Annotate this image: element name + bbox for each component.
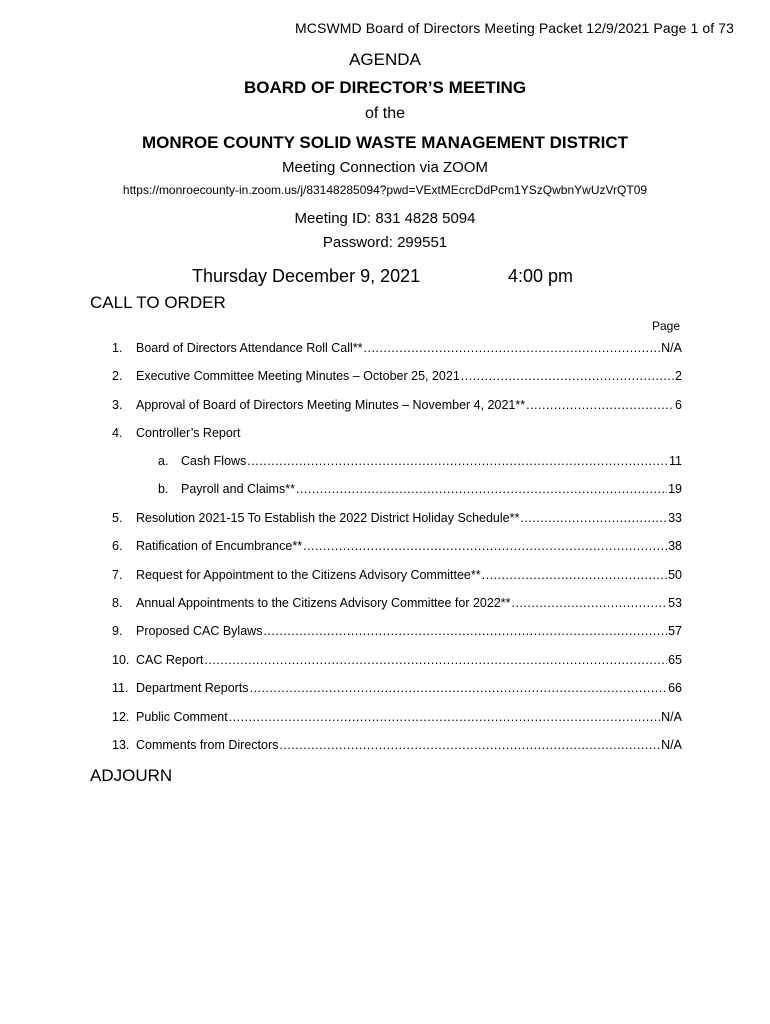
agenda-item [0, 366, 770, 386]
agenda-item-label: Controller’s Report [136, 426, 241, 440]
meeting-id: Meeting ID: 831 4828 5094 [294, 210, 476, 227]
agenda-item [0, 650, 770, 670]
meeting-date: Thursday December 9, 2021 [192, 266, 421, 286]
agenda-item-number: 8. [112, 596, 123, 610]
agenda-item-label: Request for Appointment to the Citizens Advisory Committee** [136, 568, 481, 582]
agenda-item-label: Payroll and Claims** [181, 482, 295, 496]
agenda-item-label: Proposed CAC Bylaws [136, 624, 263, 638]
dot-leader [364, 338, 661, 358]
dot-leader [512, 593, 668, 613]
agenda-item-entry [136, 395, 682, 415]
page-column-label: Page [651, 319, 680, 333]
agenda-item-page: 11 [669, 454, 682, 468]
agenda-item-entry [136, 565, 682, 585]
agenda-item-entry [136, 508, 682, 528]
dot-leader [482, 565, 667, 585]
agenda-item-label: Board of Directors Attendance Roll Call** [136, 341, 363, 355]
agenda-item-label: Public Comment [136, 710, 228, 724]
agenda-item-entry [181, 479, 682, 499]
agenda-item-page: 38 [668, 539, 682, 553]
agenda-item-page: N/A [661, 738, 682, 752]
agenda-item-number: 5. [112, 511, 123, 525]
agenda-item [0, 479, 770, 499]
meeting-password: Password: 299551 [322, 234, 448, 251]
agenda-item [0, 508, 770, 528]
agenda-item-number: 7. [112, 568, 123, 582]
agenda-item-entry [136, 650, 682, 670]
agenda-item-label: CAC Report [136, 653, 204, 667]
agenda-item-number: 13. [112, 738, 130, 752]
agenda-item-entry [136, 735, 682, 755]
agenda-item [0, 451, 770, 471]
agenda-item-number: b. [158, 482, 169, 496]
dot-leader [250, 678, 668, 698]
agenda-item [0, 678, 770, 698]
agenda-item-page: 33 [668, 511, 682, 525]
agenda-item-number: 10. [112, 653, 130, 667]
agenda-item-label: Cash Flows [181, 454, 247, 468]
adjourn-heading: ADJOURN [90, 766, 173, 785]
dot-leader [520, 508, 667, 528]
agenda-item-page: 2 [675, 369, 682, 383]
zoom-url-link[interactable]: https://monroecounty-in.zoom.us/j/83148285094?pwd=VExtMEcrcDdPcm1YSzQwbnYwUzVrQT09 [122, 183, 648, 197]
agenda-item-entry [136, 536, 682, 556]
agenda-item-label: Annual Appointments to the Citizens Advisory Committee for 2022** [136, 596, 511, 610]
agenda-item-entry [181, 451, 682, 471]
agenda-item-number: 4. [112, 426, 123, 440]
dot-leader [247, 451, 668, 471]
agenda-item [0, 395, 770, 415]
dot-leader [296, 479, 667, 499]
dot-leader [229, 707, 660, 727]
agenda-item [0, 338, 770, 358]
call-to-order-heading: CALL TO ORDER [90, 293, 226, 312]
agenda-item-page: 53 [668, 596, 682, 610]
agenda-title: AGENDA [349, 50, 421, 69]
agenda-item-page: 65 [668, 653, 682, 667]
dot-leader [303, 536, 667, 556]
agenda-item-label: Department Reports [136, 681, 249, 695]
agenda-item-number: 1. [112, 341, 123, 355]
dot-leader [204, 650, 667, 670]
agenda-item-page: 6 [675, 398, 682, 412]
meeting-time: 4:00 pm [508, 266, 574, 286]
dot-leader [461, 366, 674, 386]
agenda-item [0, 536, 770, 556]
agenda-item-entry [136, 366, 682, 386]
of-the-text: of the [364, 105, 406, 122]
agenda-item-number: 9. [112, 624, 123, 638]
agenda-item-number: a. [158, 454, 169, 468]
agenda-item-number: 11. [112, 681, 129, 695]
district-title: MONROE COUNTY SOLID WASTE MANAGEMENT DISTRICT [141, 133, 629, 152]
agenda-item [0, 565, 770, 585]
agenda-item-number: 3. [112, 398, 123, 412]
agenda-item-page: 50 [668, 568, 682, 582]
meeting-connection: Meeting Connection via ZOOM [282, 159, 488, 176]
agenda-item [0, 707, 770, 727]
agenda-item [0, 423, 770, 443]
agenda-item-entry [136, 338, 682, 358]
agenda-item-entry [136, 621, 682, 641]
agenda-item-entry [136, 707, 682, 727]
agenda-item-page: 57 [668, 624, 682, 638]
agenda-item-label: Comments from Directors [136, 738, 279, 752]
dot-leader [279, 735, 660, 755]
agenda-item-number: 6. [112, 539, 123, 553]
dot-leader [526, 395, 674, 415]
agenda-item-label: Ratification of Encumbrance** [136, 539, 303, 553]
agenda-item-number: 2. [112, 369, 123, 383]
agenda-item-label: Approval of Board of Directors Meeting Minutes – November 4, 2021** [136, 398, 526, 412]
agenda-item-page: 66 [668, 681, 682, 695]
board-title: BOARD OF DIRECTOR’S MEETING [243, 78, 527, 97]
agenda-item-page: N/A [661, 341, 682, 355]
agenda-item-entry [136, 593, 682, 613]
agenda-item-number: 12. [112, 710, 130, 724]
page-header: MCSWMD Board of Directors Meeting Packet 12/9/2021 Page 1 of 73 [295, 20, 734, 36]
agenda-item [0, 735, 770, 755]
agenda-item-entry [136, 423, 682, 443]
agenda-item-entry [136, 678, 682, 698]
agenda-item-page: N/A [661, 710, 682, 724]
agenda-item-page: 19 [668, 482, 682, 496]
agenda-item [0, 621, 770, 641]
agenda-item [0, 593, 770, 613]
agenda-item-label: Resolution 2021-15 To Establish the 2022 District Holiday Schedule** [136, 511, 520, 525]
dot-leader [263, 621, 667, 641]
agenda-item-label: Executive Committee Meeting Minutes – October 25, 2021 [136, 369, 460, 383]
